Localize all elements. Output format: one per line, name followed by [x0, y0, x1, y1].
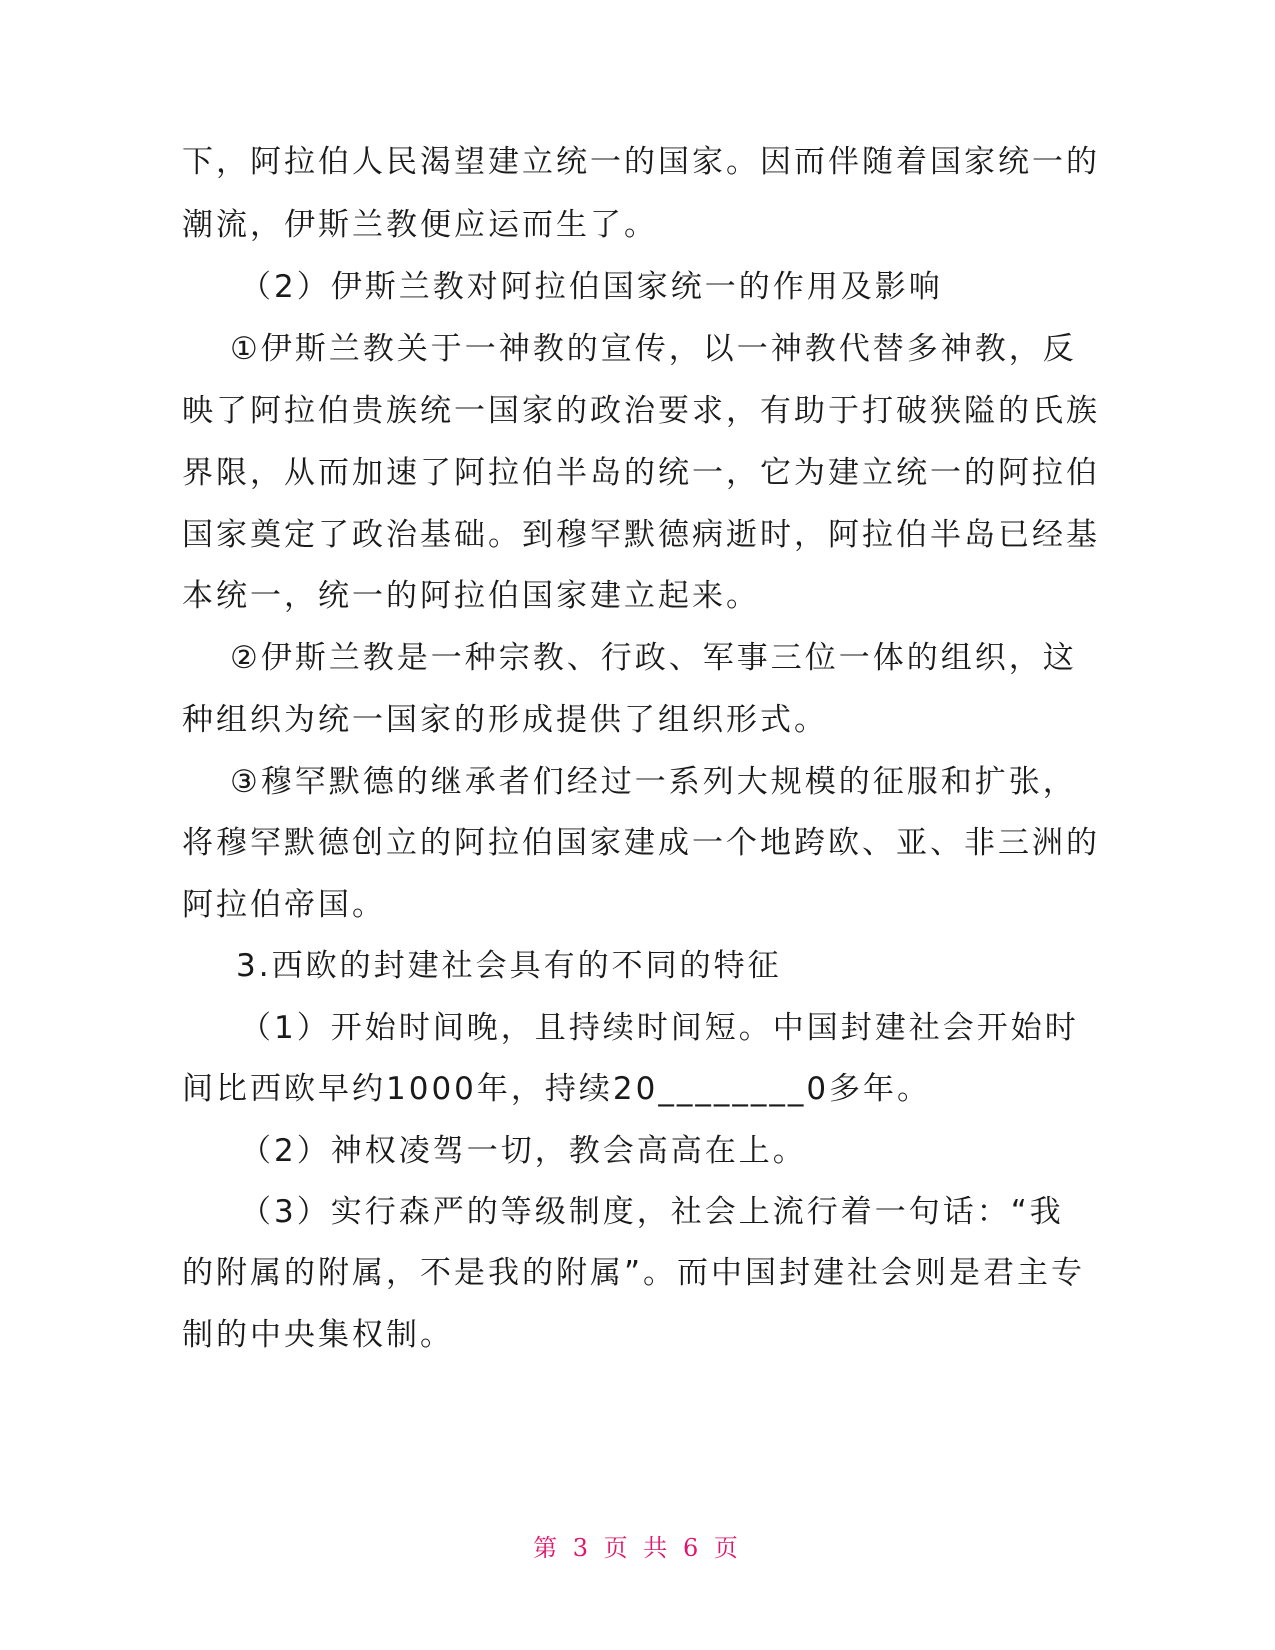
text-line: 潮流，伊斯兰教便应运而生了。 [182, 207, 658, 243]
text-line: 界限，从而加速了阿拉伯半岛的统一，它为建立统一的阿拉伯 [182, 455, 1100, 491]
text-line: 国家奠定了政治基础。到穆罕默德病逝时，阿拉伯半岛已经基 [182, 517, 1100, 553]
text-line: 映了阿拉伯贵族统一国家的政治要求，有助于打破狭隘的氏族 [182, 393, 1100, 429]
section-heading: （2）伊斯兰教对阿拉伯国家统一的作用及影响 [240, 269, 943, 305]
text-line: 间比西欧早约1000年，持续20________0多年。 [182, 1071, 932, 1107]
text-line: 种组织为统一国家的形成提供了组织形式。 [182, 702, 828, 738]
list-item-start: （2）神权凌驾一切，教会高高在上。 [240, 1133, 807, 1169]
list-item-start: ③穆罕默德的继承者们经过一系列大规模的征服和扩张， [230, 764, 1077, 800]
page-number-footer: 第 3 页 共 6 页 [533, 1534, 742, 1562]
text-line: 本统一，统一的阿拉伯国家建立起来。 [182, 578, 760, 614]
section-heading: 3.西欧的封建社会具有的不同的特征 [236, 948, 782, 984]
text-line: 阿拉伯帝国。 [182, 887, 386, 923]
list-item-start: （1）开始时间晚，且持续时间短。中国封建社会开始时 [240, 1010, 1079, 1046]
list-item-start: ①伊斯兰教关于一神教的宣传，以一神教代替多神教，反 [230, 331, 1077, 367]
text-line: 制的中央集权制。 [182, 1317, 454, 1353]
text-line: 将穆罕默德创立的阿拉伯国家建成一个地跨欧、亚、非三洲的 [182, 825, 1100, 861]
text-line: 的附属的附属，不是我的附属”。而中国封建社会则是君主专 [182, 1255, 1086, 1291]
list-item-start: （3）实行森严的等级制度，社会上流行着一句话：“我 [240, 1194, 1064, 1230]
text-line: 下，阿拉伯人民渴望建立统一的国家。因而伴随着国家统一的 [182, 144, 1100, 180]
list-item-start: ②伊斯兰教是一种宗教、行政、军事三位一体的组织，这 [230, 640, 1077, 676]
